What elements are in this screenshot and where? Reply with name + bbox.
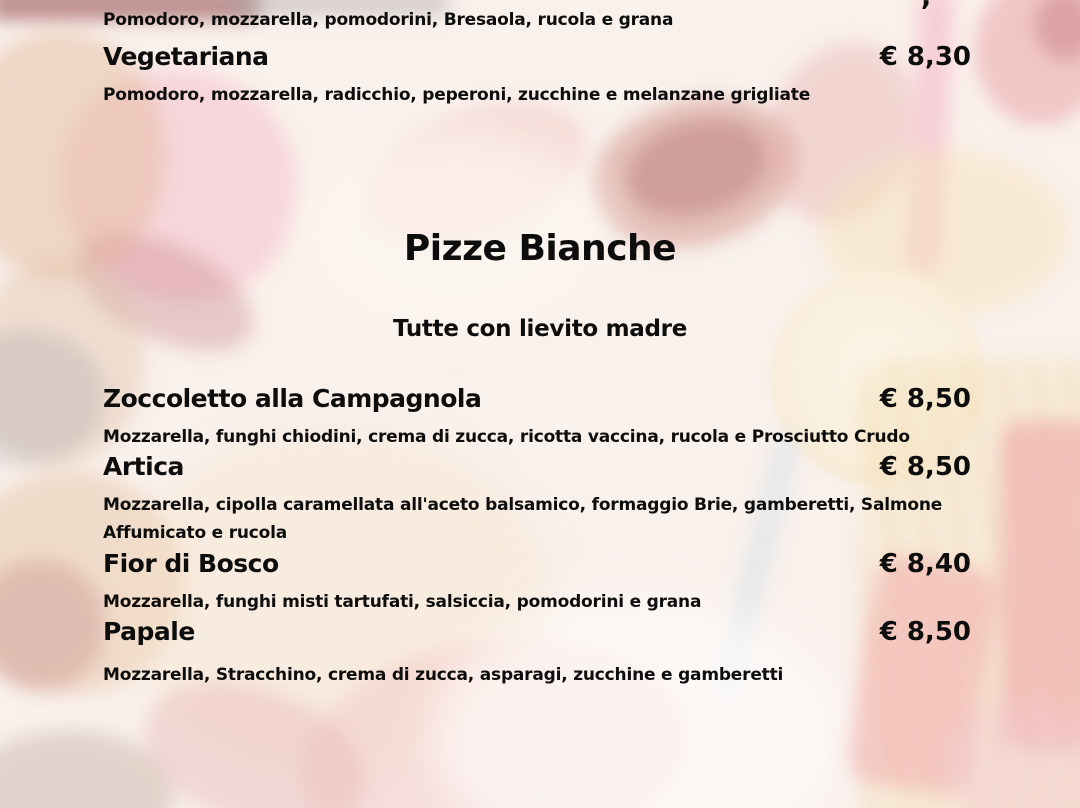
item-price: € 8,40 bbox=[879, 549, 971, 579]
item-description: Pomodoro, mozzarella, pomodorini, Bresaola, rucola e grana bbox=[103, 10, 674, 30]
menu-item bbox=[103, 452, 971, 482]
cutoff-price-fragment bbox=[921, 0, 931, 12]
item-name: Zoccoletto alla Campagnola bbox=[103, 384, 482, 413]
item-description: Mozzarella, funghi chiodini, crema di zucca, ricotta vaccina, rucola e Prosciutto Crudo bbox=[103, 427, 910, 447]
item-name: Fior di Bosco bbox=[103, 549, 279, 578]
item-price: € 8,50 bbox=[879, 617, 971, 647]
item-name: Artica bbox=[103, 452, 184, 481]
menu-item bbox=[103, 384, 971, 414]
item-description: Mozzarella, funghi misti tartufati, salsiccia, pomodorini e grana bbox=[103, 592, 702, 612]
item-description: Mozzarella, cipolla caramellata all'aceto balsamico, formaggio Brie, gamberetti, Salmone Affumicato e rucola bbox=[103, 495, 943, 543]
item-description: Mozzarella, Stracchino, crema di zucca, asparagi, zucchine e gamberetti bbox=[103, 665, 784, 685]
item-name: Vegetariana bbox=[103, 42, 269, 71]
item-description: Pomodoro, mozzarella, radicchio, peperoni, zucchine e melanzane grigliate bbox=[103, 85, 811, 105]
section-subtitle: Tutte con lievito madre bbox=[393, 316, 687, 342]
item-price: € 8,50 bbox=[879, 452, 971, 482]
menu-item bbox=[103, 549, 971, 579]
item-price: € 8,30 bbox=[879, 42, 971, 72]
item-price: € 8,50 bbox=[879, 384, 971, 414]
menu-item bbox=[103, 42, 971, 72]
menu-item bbox=[103, 617, 971, 647]
item-name: Papale bbox=[103, 617, 195, 646]
section-title: Pizze Bianche bbox=[403, 228, 677, 269]
